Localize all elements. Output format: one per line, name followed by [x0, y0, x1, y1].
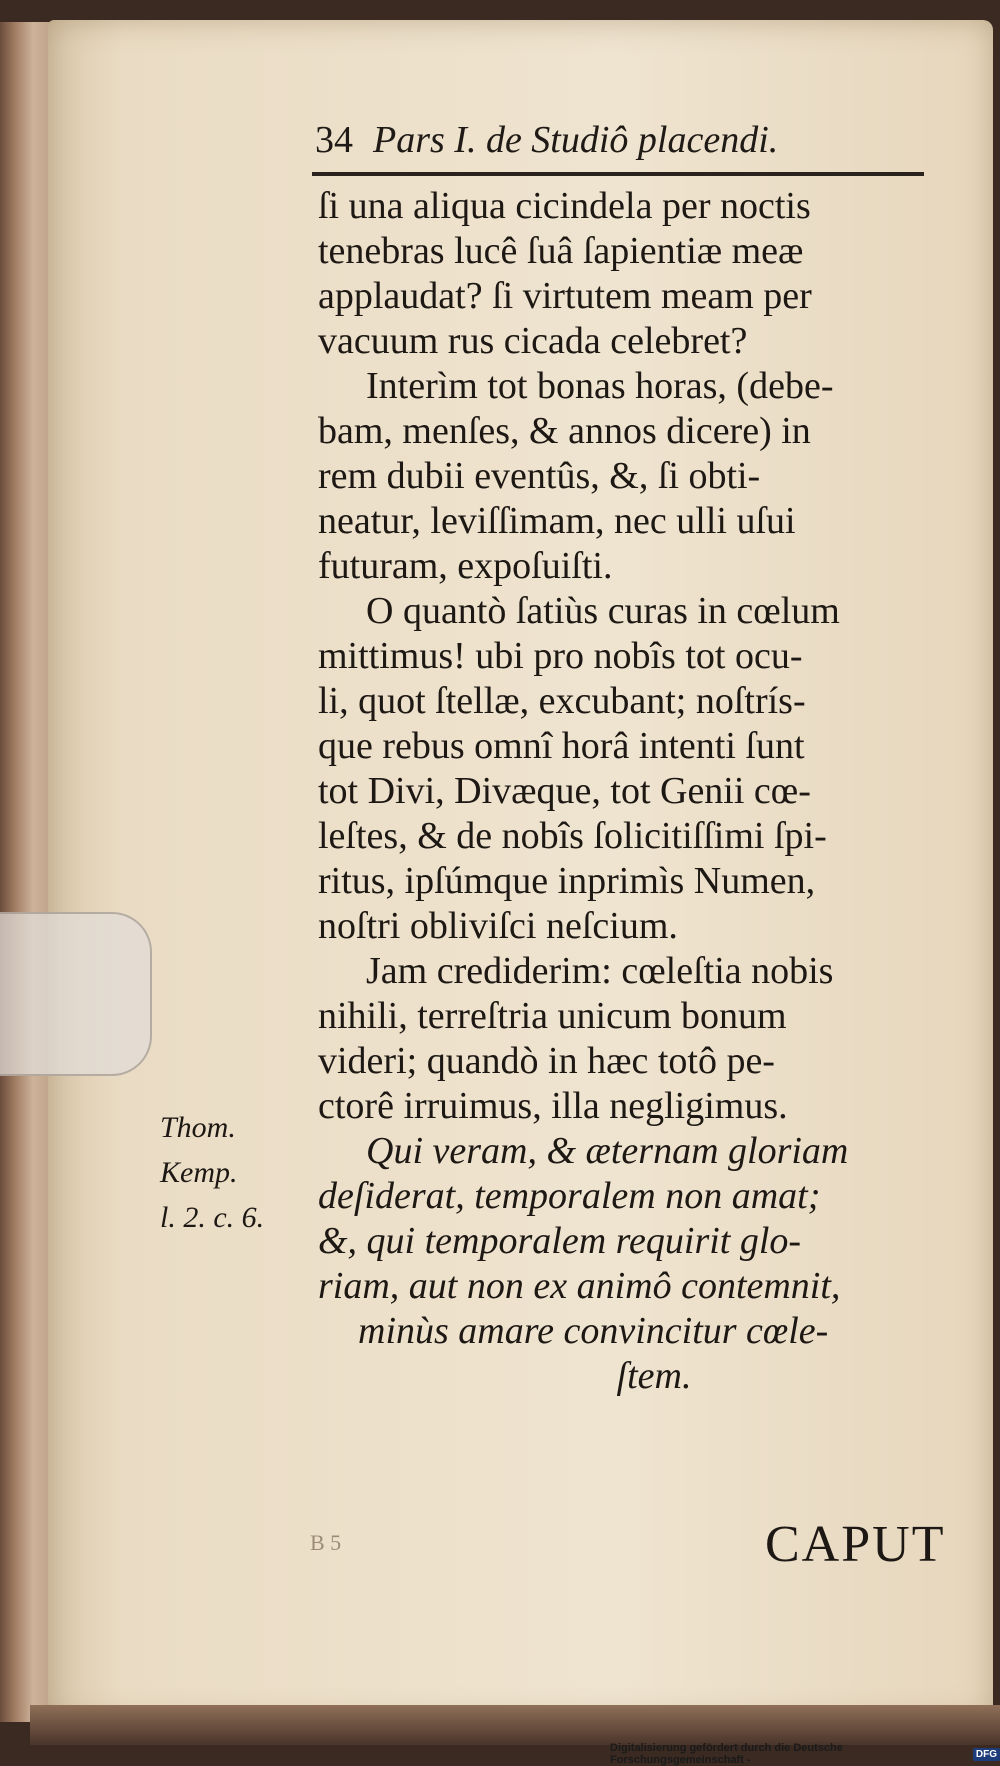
text-line: vacuum rus cicada celebret?	[318, 320, 748, 362]
text-line: O quantò ſatiùs curas in cœlum	[366, 590, 840, 632]
text-line: tenebras lucê ſuâ ſapientiæ meæ	[318, 230, 804, 272]
text-line: tot Divi, Divæque, tot Genii cœ-	[318, 770, 811, 812]
scanner-clip	[0, 912, 152, 1076]
text-line: Interìm tot bonas horas, (debe-	[366, 365, 834, 407]
text-line: neatur, leviſſimam, nec ulli uſui	[318, 500, 796, 542]
text-line: nihili, terreſtria unicum bonum	[318, 995, 787, 1037]
margin-line: l. 2. c. 6.	[160, 1201, 265, 1234]
text-line: que rebus omnî horâ intenti ſunt	[318, 725, 805, 767]
catchword: CAPUT	[765, 1516, 946, 1573]
running-title: Pars I. de Studiô placendi.	[373, 119, 779, 161]
header-rule	[312, 172, 924, 176]
signature-mark: B 5	[310, 1530, 342, 1555]
quote-line: minùs amare convincitur cœle-	[358, 1310, 829, 1352]
text-line: ritus, ipſúmque inprimìs Numen,	[318, 860, 816, 902]
margin-line: Thom.	[160, 1111, 236, 1144]
quote-line: deſiderat, temporalem non amat;	[318, 1175, 821, 1217]
text-line: ctorê irruimus, illa negligimus.	[318, 1085, 788, 1127]
text-line: mittimus! ubi pro nobîs tot ocu-	[318, 635, 803, 677]
quote-line: ſtem.	[616, 1355, 692, 1397]
page-number: 34	[315, 119, 353, 161]
footer-text: Digitalisierung gefördert durch die Deutsche Forschungsgemeinschaft -	[610, 1742, 843, 1766]
quote-line: &, qui temporalem requirit glo-	[318, 1220, 802, 1262]
margin-line: Kemp.	[160, 1156, 238, 1189]
text-line: leſtes, & de nobîs ſolicitiſſimi ſpi-	[318, 815, 827, 857]
digitization-footer	[610, 1744, 1000, 1764]
margin-citation	[160, 1105, 315, 1240]
text-line: rem dubii eventûs, &, ſi obti-	[318, 455, 761, 497]
text-line: videri; quandò in hæc totô pe-	[318, 1040, 775, 1082]
text-line: li, quot ſtellæ, excubant; noſtrís-	[318, 680, 806, 722]
quote-line: Qui veram, & æternam gloriam	[366, 1130, 849, 1172]
text-line: futuram, expoſuiſti.	[318, 545, 613, 587]
text-line: applaudat? ſi virtutem meam per	[318, 275, 812, 317]
text-line: Jam crediderim: cœleſtia nobis	[366, 950, 834, 992]
page-edge-bottom	[30, 1705, 1000, 1745]
text-line: noſtri obliviſci neſcium.	[318, 905, 678, 947]
text-line: bam, menſes, & annos dicere) in	[318, 410, 811, 452]
body-text	[318, 184, 930, 1399]
text-line: ſi una aliqua cicindela per noctis	[318, 185, 811, 227]
quote-line: riam, aut non ex animô contemnit,	[318, 1265, 841, 1307]
dfg-logo: DFG	[973, 1748, 1000, 1761]
running-header	[315, 118, 925, 174]
